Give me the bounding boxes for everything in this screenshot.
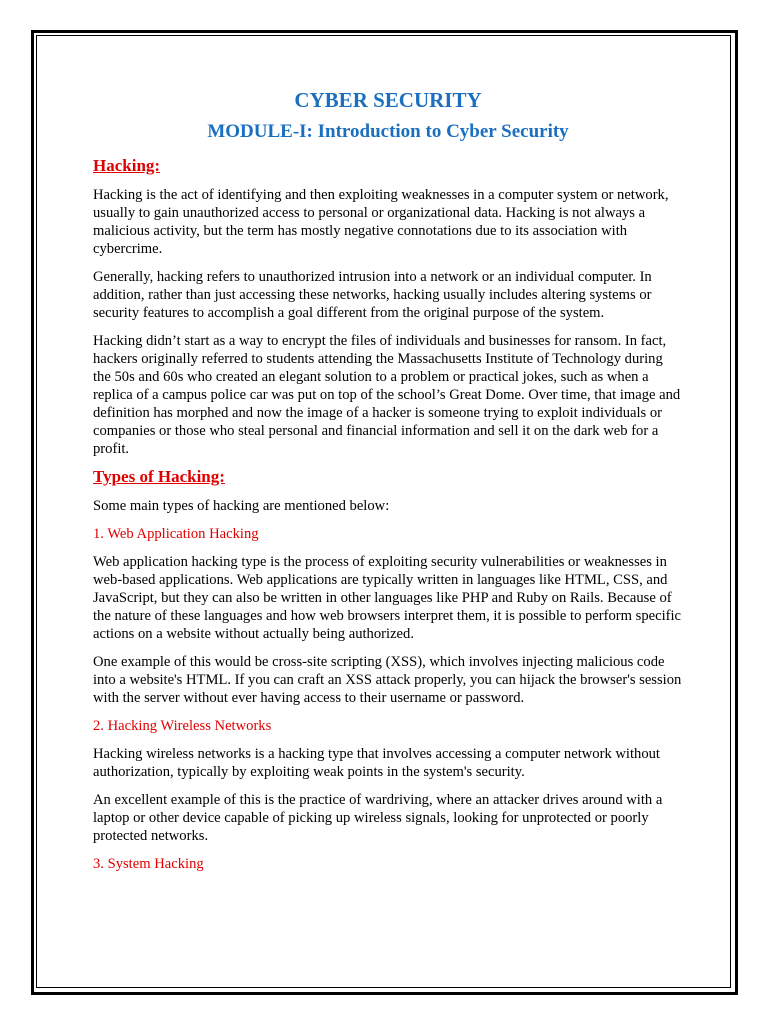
document-title: CYBER SECURITY <box>294 88 482 112</box>
document-subtitle: MODULE-I: Introduction to Cyber Security <box>207 121 569 142</box>
paragraph: Hacking wireless networks is a hacking type that involves accessing a computer network without authorization, typically by exploiting weak points in the system's security. <box>93 746 660 780</box>
paragraph: Web application hacking type is the process of exploiting security vulnerabilities or weaknesses in web-based applications. Web applications are typically written in languages like HTML, CSS, and JavaScript, but they can also be written in other languages like PHP and Ruby on Rails. Because of the nature of these languages and how web browsers interpret them, it is possible to perform specific actions on a website without actually being authorized. <box>93 554 682 642</box>
document-content <box>93 88 683 873</box>
subheading-hacking-wireless-networks: 2. Hacking Wireless Networks <box>93 718 272 734</box>
paragraph: Hacking is the act of identifying and then exploiting weaknesses in a computer system or network, usually to gain unauthorized access to personal or organizational data. Hacking is not always a malicious activity, but the term has mostly negative connotations due to its association with cybercrime. <box>93 187 669 257</box>
paragraph: Hacking didn’t start as a way to encrypt the files of individuals and businesses for ransom. In fact, hackers originally referred to students attending the Massachusetts Institute of Technology during the 50s and 60s who created an elegant solution to a problem or practical jokes, such as when a replica of a campus police car was put on top of the school’s Great Dome. Over time, that image and definition has morphed and now the image of a hacker is someone trying to exploit individuals or companies or those who steal personal and financial information and sell it on the dark web for a profit. <box>93 333 681 457</box>
subheading-system-hacking: 3. System Hacking <box>93 856 204 872</box>
paragraph: One example of this would be cross-site scripting (XSS), which involves injecting malicious code into a website's HTML. If you can craft an XSS attack properly, you can hijack the browser's session with the server without ever having access to their username or password. <box>93 654 682 706</box>
section-heading-types: Types of Hacking: <box>93 467 225 486</box>
paragraph: An excellent example of this is the practice of wardriving, where an attacker drives around with a laptop or other device capable of picking up wireless signals, looking for unprotected or poorly protected networks. <box>93 792 663 844</box>
subheading-web-application-hacking: 1. Web Application Hacking <box>93 526 259 542</box>
section-heading-hacking: Hacking: <box>93 156 161 175</box>
paragraph: Generally, hacking refers to unauthorized intrusion into a network or an individual computer. In addition, rather than just accessing these networks, hacking usually includes altering systems or security features to accomplish a goal different from the original purpose of the system. <box>93 269 652 321</box>
paragraph: Some main types of hacking are mentioned below: <box>93 498 390 514</box>
